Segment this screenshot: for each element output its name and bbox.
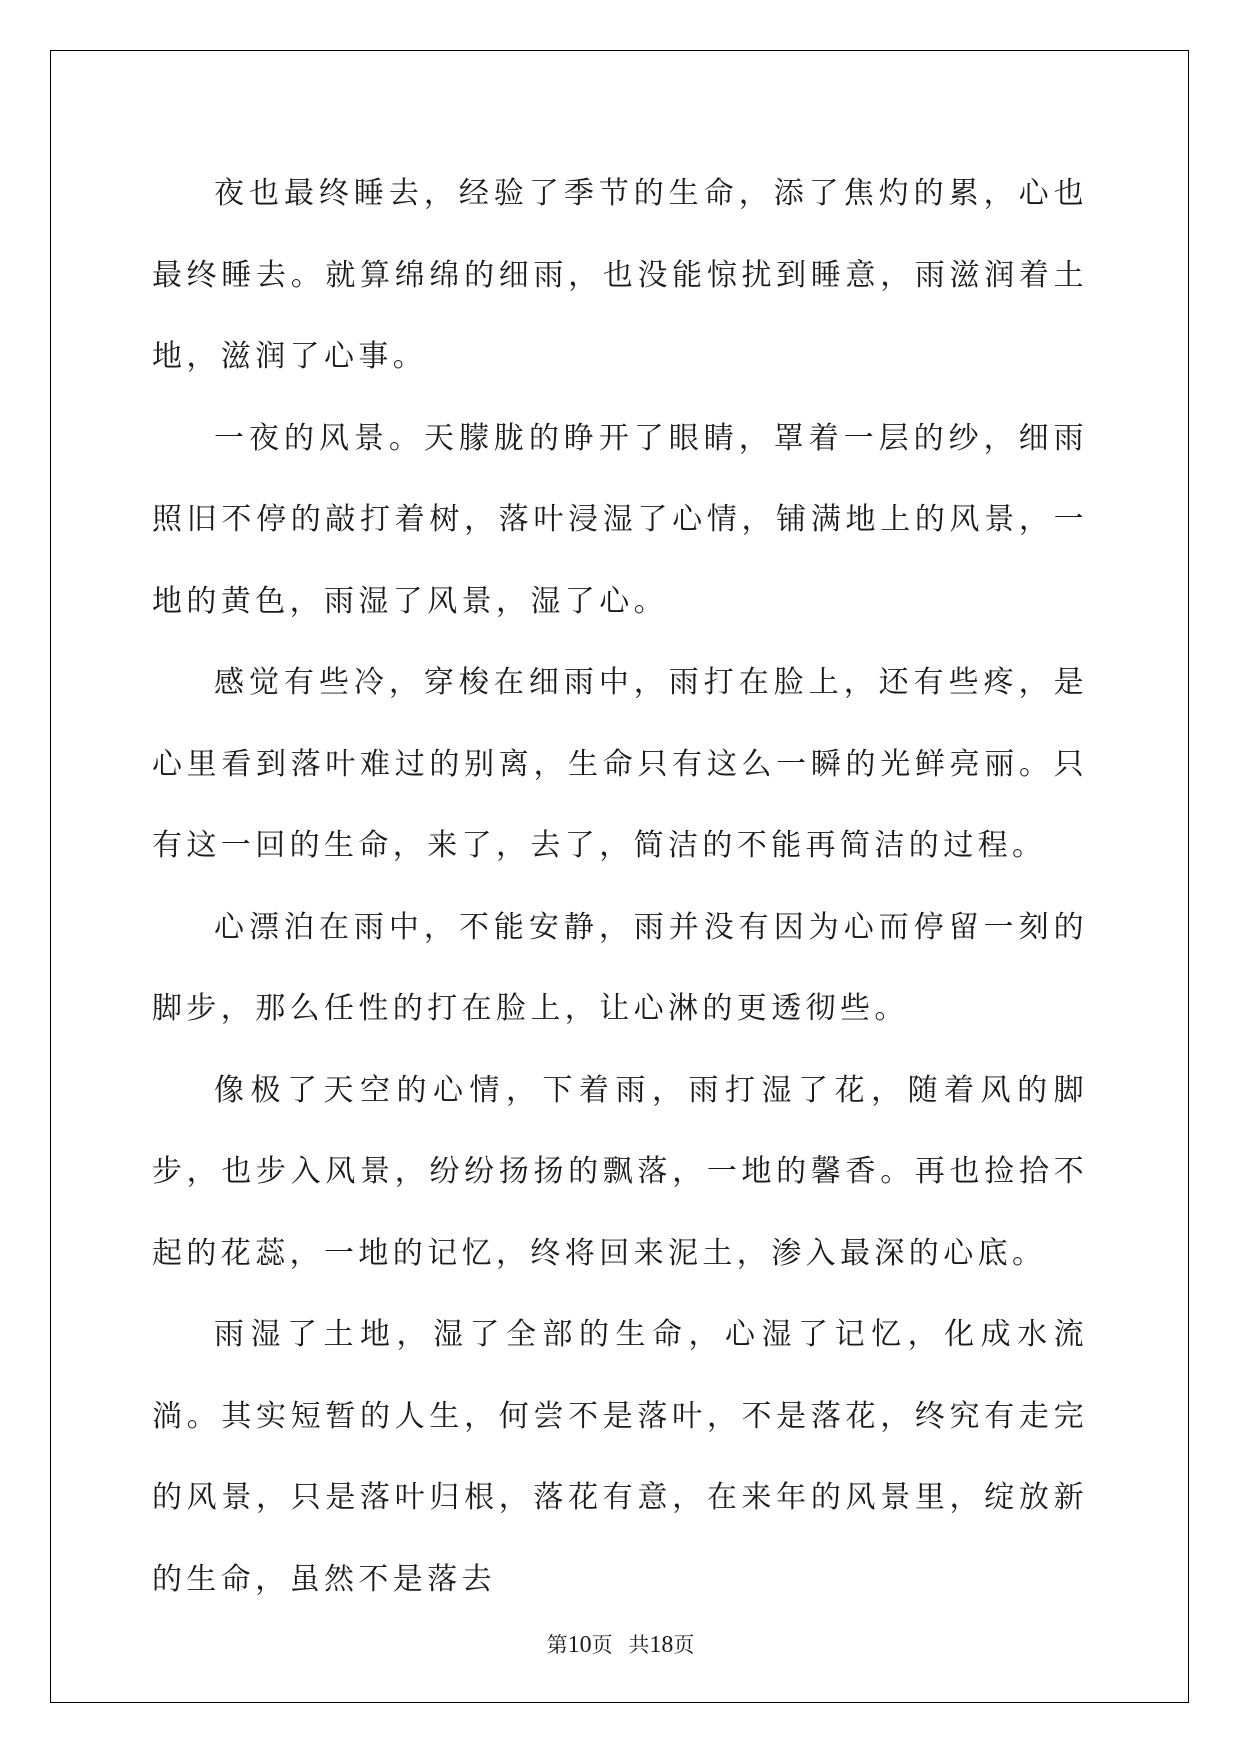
paragraph: 夜也最终睡去，经验了季节的生命，添了焦灼的累，心也最终睡去。就算绵绵的细雨，也没能惊扰到睡意，雨滋润着土地，滋润了心事。: [152, 176, 1088, 374]
page-number-footer: [0, 1629, 1241, 1659]
current-page-number: 10: [567, 1632, 592, 1658]
total-pages-number: 18: [649, 1632, 674, 1658]
paragraph: 雨湿了土地，湿了全部的生命，心湿了记忆，化成水流淌。其实短暂的人生，何尝不是落叶，不是落花，终究有走完的风景，只是落叶归根，落花有意，在来年的风景里，绽放新的生命，虽然不是落去: [152, 1317, 1088, 1597]
footer-suffix: 页: [673, 1633, 695, 1657]
paragraph: 心漂泊在雨中，不能安静，雨并没有因为心而停留一刻的脚步，那么任性的打在脸上，让心淋的更透彻些。: [152, 909, 1088, 1026]
footer-middle: 页 共: [591, 1633, 650, 1657]
footer-prefix: 第: [546, 1633, 568, 1657]
paragraph: 感觉有些冷，穿梭在细雨中，雨打在脸上，还有些疼，是心里看到落叶难过的别离，生命只有这么一瞬的光鲜亮丽。只有这一回的生命，来了，去了，简洁的不能再简洁的过程。: [152, 665, 1088, 863]
paragraph: 像极了天空的心情，下着雨，雨打湿了花，随着风的脚步，也步入风景，纷纷扬扬的飘落，一地的馨香。再也捡拾不起的花蕊，一地的记忆，终将回来泥土，渗入最深的心底。: [152, 1072, 1088, 1271]
paragraph: 一夜的风景。天朦胧的睁开了眼睛，罩着一层的纱，细雨照旧不停的敲打着树，落叶浸湿了心情，铺满地上的风景，一地的黄色，雨湿了风景，湿了心。: [152, 420, 1088, 619]
document-body: [152, 153, 1088, 1620]
